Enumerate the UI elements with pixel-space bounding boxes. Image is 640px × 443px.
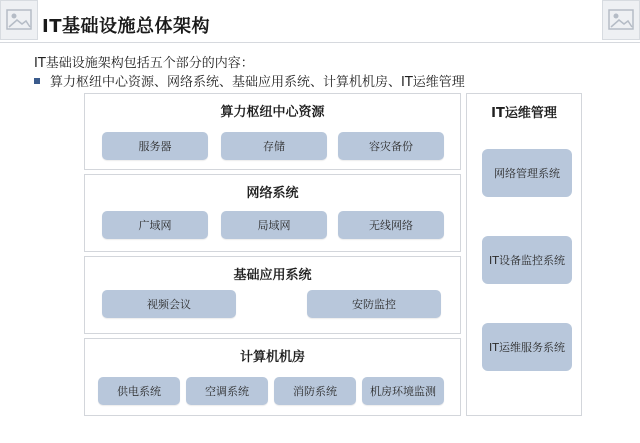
node-lan: 局域网: [221, 211, 327, 239]
intro-text: IT基础设施架构包括五个部分的内容：: [34, 56, 254, 71]
section-network: [84, 174, 461, 252]
node-it-device-monitoring: IT设备监控系统: [482, 236, 572, 284]
node-wireless-network: 无线网络: [338, 211, 444, 239]
image-placeholder-icon: [602, 0, 640, 40]
title-divider: [0, 42, 640, 43]
section-title: 网络系统: [246, 186, 299, 201]
node-disaster-backup: 容灾备份: [338, 132, 444, 160]
node-video-conference: 视频会议: [102, 290, 236, 318]
bullet-text: 算力枢纽中心资源、网络系统、基础应用系统、计算机机房、IT运维管理: [50, 75, 465, 90]
node-server: 服务器: [102, 132, 208, 160]
section-basic-applications: [84, 256, 461, 334]
node-air-conditioning: 空调系统: [186, 377, 268, 405]
image-placeholder-icon: [0, 0, 38, 40]
node-fire-protection: 消防系统: [274, 377, 356, 405]
section-compute-resources: [84, 93, 461, 170]
node-security-monitoring: 安防监控: [307, 290, 441, 318]
section-title: IT运维管理: [491, 106, 557, 121]
page-title: IT基础设施总体架构: [42, 16, 210, 37]
section-title: 基础应用系统: [233, 268, 312, 283]
node-wan: 广域网: [102, 211, 208, 239]
node-storage: 存储: [221, 132, 327, 160]
node-it-ops-service: IT运维服务系统: [482, 323, 572, 371]
bullet-square-icon: [34, 78, 40, 84]
section-it-operations: [466, 93, 582, 416]
section-computer-room: [84, 338, 461, 416]
section-title: 计算机机房: [239, 350, 305, 365]
node-power-supply: 供电系统: [98, 377, 180, 405]
bullet-item: [34, 71, 465, 90]
section-title: 算力枢纽中心资源: [220, 105, 325, 120]
node-room-environment-monitoring: 机房环境监测: [362, 377, 444, 405]
node-network-management: 网络管理系统: [482, 149, 572, 197]
